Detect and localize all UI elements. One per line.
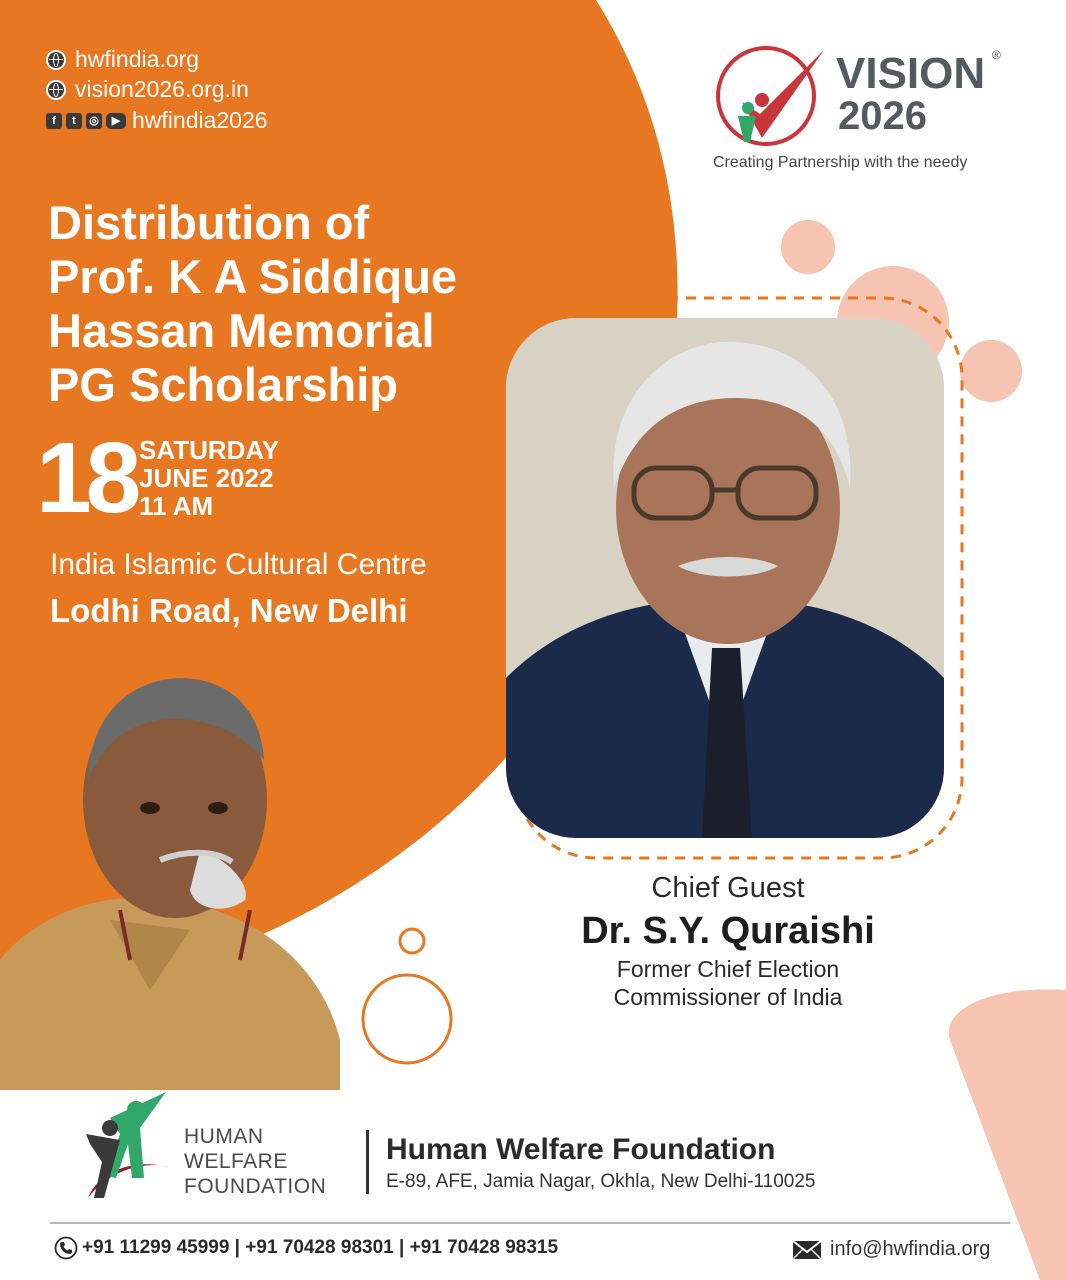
event-title-line: Hassan Memorial (48, 304, 435, 357)
venue-name: India Islamic Cultural Centre (50, 548, 427, 581)
hwf-logo-line: FOUNDATION (184, 1175, 327, 1198)
facebook-icon[interactable]: f (46, 113, 62, 129)
website-link-vision[interactable] (46, 76, 249, 103)
social-handle-text: hwfindia2026 (132, 107, 268, 133)
chief-guest-portrait-illustration (506, 318, 944, 838)
peach-dot-small (781, 220, 835, 274)
event-day-number: 18 (36, 422, 136, 534)
chief-guest-portrait-photo (506, 318, 944, 838)
peach-corner-shape (949, 989, 1066, 1280)
hwf-logo-wordmark (184, 1124, 326, 1199)
youtube-icon[interactable]: ▶ (106, 113, 126, 129)
footer-divider (366, 1130, 369, 1194)
globe-icon (46, 80, 66, 100)
footer-rule (50, 1222, 1010, 1224)
vision-2026-emblem-icon (712, 42, 832, 150)
event-title-line: Distribution of (48, 196, 370, 249)
vision-logo-title: VISION (836, 49, 986, 98)
event-month-year: JUNE 2022 (139, 463, 274, 493)
peach-dot-medium (960, 340, 1022, 402)
hwf-logo-line: WELFARE (184, 1150, 288, 1173)
hwf-logo-line: HUMAN (184, 1125, 264, 1148)
founder-portrait-photo (0, 660, 340, 1090)
phone-icon (54, 1236, 78, 1260)
website-link-hwf[interactable] (46, 46, 199, 73)
chief-guest-role: Commissioner of India (613, 984, 843, 1010)
twitter-icon[interactable]: t (66, 113, 82, 129)
orange-ring-large (363, 975, 451, 1063)
event-title-line: PG Scholarship (48, 358, 398, 411)
globe-icon (46, 50, 66, 70)
website-vision-text: vision2026.org.in (75, 76, 249, 102)
phone-numbers[interactable] (54, 1236, 558, 1260)
chief-guest-label: Chief Guest (651, 872, 805, 904)
instagram-icon[interactable]: ◎ (86, 113, 102, 129)
chief-guest-role: Former Chief Election (616, 956, 840, 982)
mail-icon (792, 1240, 822, 1260)
vision-tagline: Creating Partnership with the needy (713, 154, 968, 171)
event-title (48, 196, 568, 412)
social-handle-row[interactable] (46, 107, 268, 134)
event-weekday: SATURDAY (139, 435, 280, 465)
website-hwf-text: hwfindia.org (75, 46, 200, 72)
human-welfare-foundation-logo-icon (80, 1088, 176, 1212)
vision-logo-year: 2026 (838, 94, 927, 138)
phone-numbers-text: +91 11299 45999 | +91 70428 98301 | +91 70428 98315 (82, 1237, 559, 1258)
venue-location: Lodhi Road, New Delhi (50, 592, 408, 629)
orange-ring-small (400, 929, 424, 953)
registered-mark: ® (992, 48, 1001, 62)
organization-name: Human Welfare Foundation (386, 1133, 776, 1166)
organization-address: E-89, AFE, Jamia Nagar, Okhla, New Delhi-110025 (386, 1171, 816, 1192)
email-contact[interactable] (792, 1238, 990, 1261)
event-title-line: Prof. K A Siddique (48, 250, 458, 303)
event-time: 11 AM (139, 491, 214, 521)
chief-guest-name: Dr. S.Y. Quraishi (581, 910, 875, 952)
email-text: info@hwfindia.org (830, 1238, 991, 1260)
